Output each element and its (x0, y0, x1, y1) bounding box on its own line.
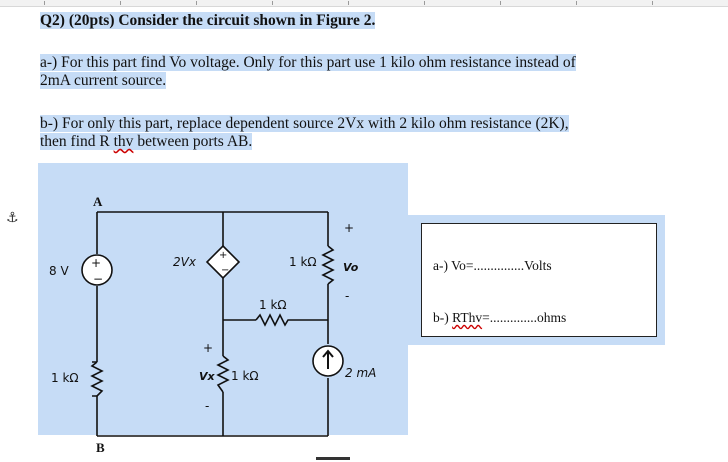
answer-a-blank[interactable]: ............... (473, 258, 525, 273)
dep-source-label: 2Vx (173, 255, 196, 269)
part-b-text-2-pre: then find R (40, 133, 114, 150)
anchor-icon[interactable]: ⚓ (6, 210, 19, 226)
part-a-text-1: a-) For this part find Vo voltage. Only for this part use 1 kilo ohm resistance instead of (40, 54, 576, 71)
node-a-label: A (93, 194, 103, 209)
part-b-thv-word: thv (113, 133, 134, 150)
answer-b-label: b-) (433, 310, 453, 325)
current-source-label: 2 mA (345, 366, 377, 380)
answer-b-eq: = (482, 310, 490, 325)
resistor-vx (218, 356, 228, 392)
resistor-vo-label: 1 kΩ (289, 255, 317, 269)
answer-a-label: a-) Vo= (433, 258, 474, 273)
answer-b[interactable] (433, 310, 566, 326)
part-a-text-2: 2mA current source. (40, 72, 167, 89)
vsource-plus: + (91, 256, 102, 270)
answer-b-unit: ohms (536, 310, 567, 325)
answer-box[interactable] (421, 223, 657, 337)
resistor-mid (256, 315, 292, 325)
resistor-mid-label: 1 kΩ (259, 298, 287, 312)
node-b-label: B (96, 440, 105, 455)
vsource-minus: − (93, 272, 104, 286)
heading-text: Q2) (20pts) Consider the circuit shown in Figure 2. (40, 12, 376, 29)
part-b-text-2-post: between ports AB. (133, 133, 253, 150)
vx-minus-label: - (205, 399, 210, 413)
resistor-vo (323, 246, 333, 284)
vx-plus-label: + (203, 341, 214, 355)
source-8v-label: 8 V (49, 264, 69, 278)
resistor-left-label: 1 kΩ (51, 371, 79, 385)
resistor-left (92, 362, 102, 396)
answer-b-rthv: RThv (452, 310, 483, 325)
dep-plus: + (219, 250, 228, 261)
vo-minus-label: - (345, 289, 350, 303)
dep-minus: − (221, 265, 230, 276)
answer-a-unit: Volts (524, 258, 552, 273)
answer-b-blank[interactable]: .............. (489, 310, 537, 325)
vo-plus-label: + (344, 221, 355, 235)
figure-caption-fragment (316, 455, 388, 462)
vx-label: Vx (199, 370, 215, 383)
vo-label: Vo (343, 261, 359, 274)
part-b-text-1: b-) For only this part, replace dependent source 2Vx with 2 kilo ohm resistance (2K), (40, 115, 569, 132)
resistor-vx-label: 1 kΩ (231, 369, 259, 383)
answer-a[interactable] (433, 258, 552, 274)
